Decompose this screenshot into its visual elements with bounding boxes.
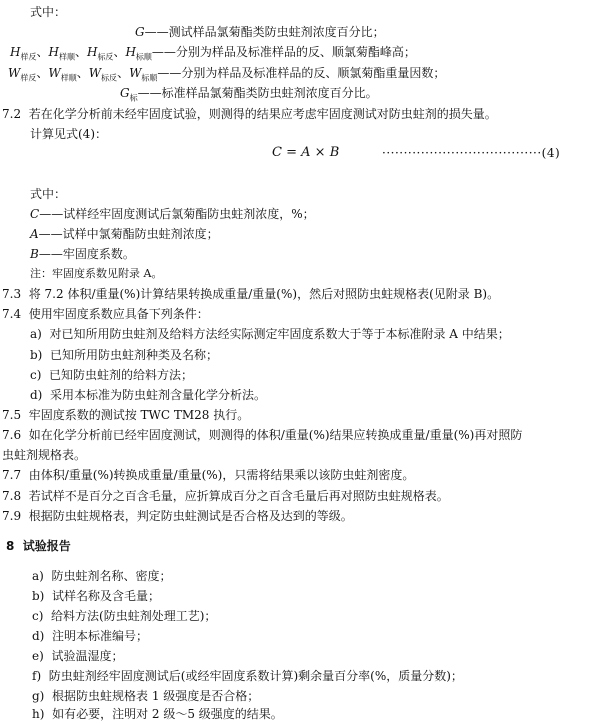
def-b: B——牢固度系数。 bbox=[30, 247, 135, 261]
def-g bbox=[135, 22, 385, 42]
report-item-h: h) 如有必要，注明对 2 级～5 级强度的结果。 bbox=[32, 707, 283, 721]
clause-text: 若在化学分析前未经牢固度试验，则测得的结果应考虑牢固度测试对防虫蛀剂的损失量。 bbox=[28, 107, 497, 121]
wherein-label-1: 式中： bbox=[30, 5, 67, 19]
def-w: $W_{样反}$、$W_{样顺}$、$W_{标反}$、$W_{标顺}——$分别为样品及标准样品的反、顺氯菊酯重量因数； bbox=[8, 66, 446, 83]
clause-7-5: 7.5 牢固度系数的测试按 TWC TM28 执行。 bbox=[2, 408, 250, 422]
clause-7-2 bbox=[2, 104, 497, 124]
clause-7-8: 7.8 若试样不是百分之百含毛量，应折算成百分之百含毛量后再对照防虫蛀规格表。 bbox=[2, 489, 449, 503]
formula-4: C = A × B bbox=[272, 145, 340, 160]
report-item-f: f) 防虫蛀剂经牢固度测试后(或经牢固度系数计算)剩余量百分率(%，质量分数)； bbox=[32, 669, 463, 683]
condition-c: c) 已知防虫蛀剂的给料方法； bbox=[30, 368, 194, 382]
formula-leader: ·····································(4) bbox=[382, 146, 561, 160]
def-desc: ——分别为样品及标准样品的反、顺氯菊酯重量因数； bbox=[157, 66, 446, 80]
wherein-label-2: 式中： bbox=[30, 187, 67, 201]
def-c: C——试样经牢固度测试后氯菊酯防虫蛀剂浓度，%； bbox=[30, 207, 315, 221]
calc-label: 计算见式(4)： bbox=[30, 127, 107, 141]
def-desc: ——标准样品氯菊酯类防虫蛀剂浓度百分比。 bbox=[137, 86, 378, 100]
clause-7-4: 7.4 使用牢固度系数应具备下列条件： bbox=[2, 307, 209, 321]
def-g-std: $G_标——$标准样品氯菊酯类防虫蛀剂浓度百分比。 bbox=[120, 86, 378, 103]
condition-b: b) 已知所用防虫蛀剂种类及名称； bbox=[30, 348, 219, 362]
report-item-c: c) 给料方法(防虫蛀剂处理工艺)； bbox=[32, 609, 217, 623]
clause-7-3: 7.3 将 7.2 体积/重量(%)计算结果转换成重量/重量(%)，然后对照防虫蛀规格表(见附录 B)。 bbox=[2, 287, 500, 301]
def-symbol: G bbox=[135, 25, 145, 39]
clause-number: 7.2 bbox=[2, 107, 22, 121]
def-h: $H_{样反}$、$H_{样顺}$、$H_{标反}$、$H_{标顺}——$分别为样品及标准样品的反、顺氯菊酯峰高； bbox=[10, 45, 416, 62]
def-desc: ——测试样品氯菊酯类防虫蛀剂浓度百分比； bbox=[144, 25, 385, 39]
report-item-d: d) 注明本标准编号； bbox=[32, 629, 149, 643]
def-a: A——试样中氯菊酯防虫蛀剂浓度； bbox=[30, 227, 219, 241]
report-item-g: g) 根据防虫蛀规格表 1 级强度是否合格； bbox=[32, 689, 260, 703]
clause-7-6: 7.6 如在化学分析前已经牢固度测试，则测得的体积/重量(%)结果应转换成重量/重量(%)再对照防 bbox=[2, 428, 523, 442]
formula-number: (4) bbox=[541, 146, 561, 160]
clause-7-9: 7.9 根据防虫蛀规格表，判定防虫蛀测试是否合格及达到的等级。 bbox=[2, 509, 353, 523]
section-8-heading: 8 试验报告 bbox=[6, 539, 71, 553]
report-item-a: a) 防虫蛀剂名称、密度； bbox=[32, 569, 172, 583]
note: 注：牢固度系数见附录 A。 bbox=[30, 267, 163, 280]
condition-a: a) 对已知所用防虫蛀剂及给料方法经实际测定牢固度系数大于等于本标准附录 A 中结果； bbox=[30, 327, 510, 341]
condition-d: d) 采用本标准为防虫蛀剂含量化学分析法。 bbox=[30, 388, 267, 402]
clause-7-6-cont: 虫蛀剂规格表。 bbox=[2, 448, 87, 462]
clause-7-7: 7.7 由体积/重量(%)转换成重量/重量(%)，只需将结果乘以该防虫蛀剂密度。 bbox=[2, 468, 415, 482]
report-item-e: e) 试验温湿度； bbox=[32, 649, 124, 663]
def-desc: ——分别为样品及标准样品的反、顺氯菊酯峰高； bbox=[151, 45, 416, 59]
report-item-b: b) 试样名称及含毛量； bbox=[32, 589, 161, 603]
